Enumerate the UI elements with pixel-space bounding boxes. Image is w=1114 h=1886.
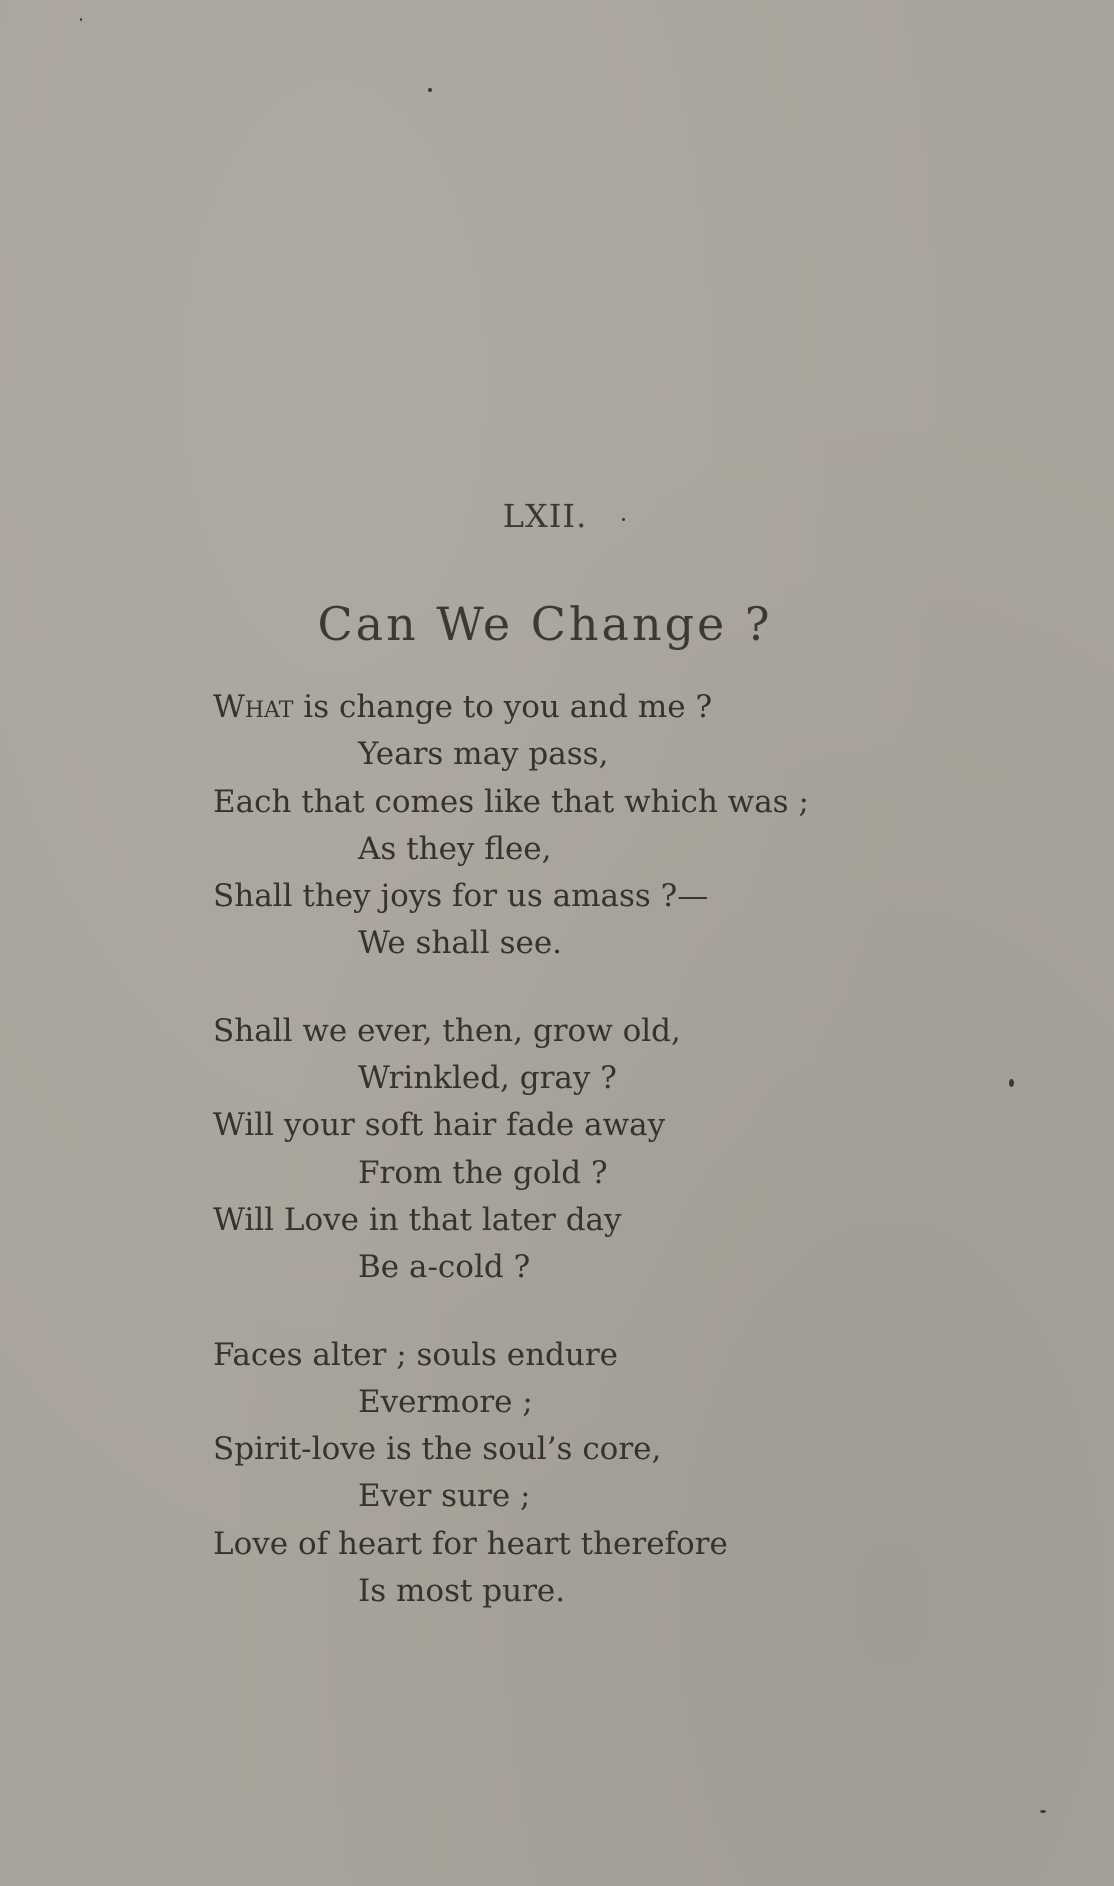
poem-line: Is most pure. <box>358 1573 566 1610</box>
poem-line: As they flee, <box>358 830 552 867</box>
poem-line: Be a-cold ? <box>358 1249 531 1286</box>
poem-line: Ever sure ; <box>358 1478 531 1515</box>
stanza <box>213 1008 913 1292</box>
poem-line: From the gold ? <box>358 1154 608 1191</box>
poem-number: LXII. <box>502 497 588 535</box>
poem-line: Shall we ever, then, grow old, <box>213 1012 681 1049</box>
poem-line: Evermore ; <box>358 1383 533 1420</box>
poem-line: Each that comes like that which was ; <box>213 783 809 820</box>
poem-title: Can We Change ? <box>317 597 773 651</box>
poem-line: Wrinkled, gray ? <box>358 1060 617 1097</box>
paper-speck <box>428 88 432 92</box>
paper-speck <box>1009 1079 1014 1087</box>
poem-line: Faces alter ; souls endure <box>213 1336 619 1373</box>
poem-line: We shall see. <box>358 925 563 962</box>
poem-body <box>213 684 913 1655</box>
initial-word: What <box>213 689 294 725</box>
stanza <box>213 684 913 968</box>
poem-line: Spirit-love is the soul’s core, <box>213 1431 662 1468</box>
poem-line: Will Love in that later day <box>213 1201 622 1238</box>
poem-line-text: is change to you and me ? <box>293 689 713 725</box>
poem-line: Years may pass, <box>358 736 609 773</box>
stanza <box>213 1332 913 1616</box>
paper-speck <box>1040 1810 1046 1813</box>
paper-speck <box>622 518 625 521</box>
paper-speck <box>80 18 82 21</box>
poem-line: Love of heart for heart therefore <box>213 1525 728 1562</box>
poem-line <box>213 684 913 731</box>
poem-line: Will your soft hair fade away <box>213 1107 666 1144</box>
poem-line: Shall they joys for us amass ?— <box>213 878 709 915</box>
